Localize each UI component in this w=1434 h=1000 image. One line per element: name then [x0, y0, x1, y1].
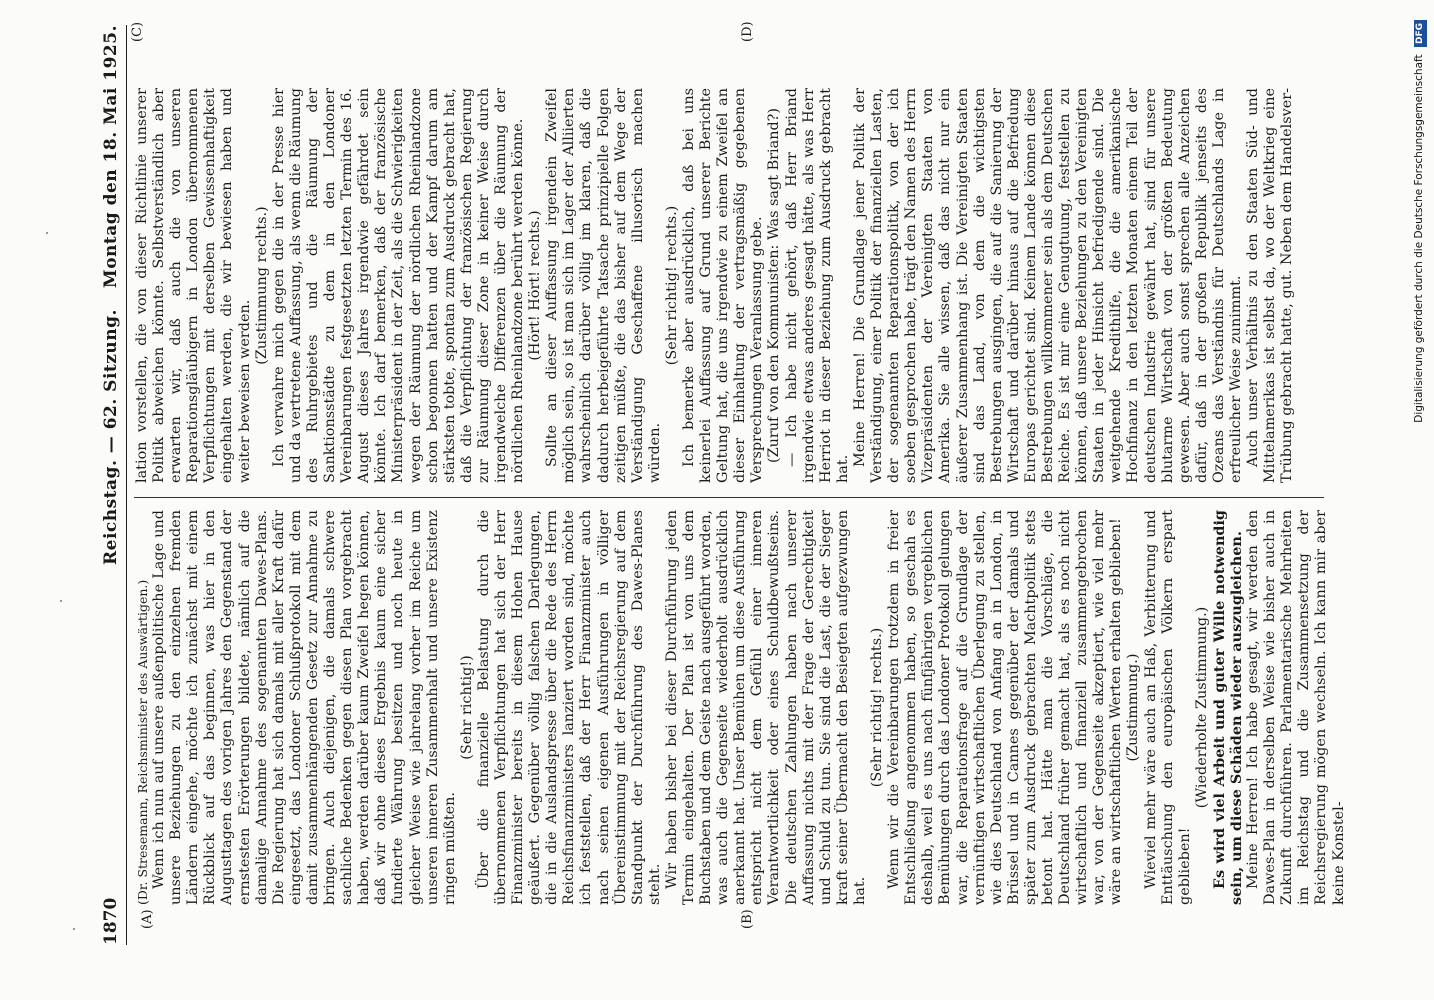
paragraph: lation vorstellen, die von dieser Richtlinie unserer Politik abweichen könnte. Selbstverständlich aber erwarten wir, daß auch die von unseren Reparationsgläubigern in London übernommenen Verpflichtungen mit derselben Gewissenhaftigkeit eingehalten werden, die wir bewiesen haben und weiter beweisen werden.: [134, 88, 253, 483]
margin-mark-b: (B): [740, 909, 755, 929]
paragraph: Ich bemerke aber ausdrücklich, daß bei uns keinerlei Auffassung auf Grund unserer Berichte Geltung hat, die uns irgendwie zu einem Zweifel an dieser Einhaltung der vertragsmäßig gegebenen Versprechungen Veranlassung gebe.: [681, 88, 766, 483]
paragraph: Wenn wir die Vereinbarungen trotzdem in freier Entschließung angenommen haben, so geschah es deshalb, weil es uns nach fünfjährigen vergeblichen Bemühungen durch das Londoner Protokoll gelungen war, die Reparationsfrage auf die Grundlage der vernünftigen wirtschaftlichen Überlegung zu stellen, wie dies Deutschland von Anfang an in London, in Brüssel und in Cannes gegenüber der damals und später zum Ausdruck gebrachten Machtpolitik stets betont hat. Hätte man die Vorschläge, die Deutschland früher gemacht hat, als es noch nicht wirtschaftlich und finanziell zusammengebrochen war, von der Gegenseite akzeptiert, wie viel mehr wäre an wirtschaftlichen Werten erhalten geblieben!: [886, 510, 1125, 905]
paragraph: Meine Herren! Ich habe gesagt, wir werden den Dawes-Plan in derselben Weise wie bisher auch in Zukunft durchführen. Parlamentarische Mehrheiten im Reichstag und die Zusammensetzung der Reichsregierung mögen wechseln. Ich kann mir aber keine Konstel-: [1245, 510, 1347, 905]
scan-speck: [46, 232, 48, 234]
interjection: (Wiederholte Zustimmung.): [1193, 606, 1210, 809]
session-date: Montag den 18. Mai 1925.: [101, 25, 121, 289]
paragraph: Über die finanzielle Belastung durch die übernommenen Verpflichtungen hat sich der Herr Finanzminister bereits in diesem Hohen Hause geäußert. Gegenüber völlig falschen Darlegungen, die in die Auslandspresse über die Rede des Herrn Reichsfinanzministers lanziert worden sind, möchte ich feststellen, daß der Herr Finanzminister auch nach seinen eigenen Ausführungen in völliger Übereinstimmung mit der Reichsregierung auf dem Standpunkt der Durchführung des Dawes-Planes steht.: [475, 510, 663, 905]
paragraph: Auch unser Verhältnis zu den Staaten Süd- und Mittelamerikas ist selbst da, wo der Weltkrieg eine Trübung gebracht hatte, gut. Neben dem Handelsver-: [1245, 88, 1296, 483]
scan-speck: [60, 600, 62, 602]
running-title: Reichstag. — 62. Sitzung.: [101, 309, 121, 565]
text-column-right: [134, 88, 1296, 483]
column-divider: [134, 497, 1324, 498]
interjection: (Sehr richtig! rechts.): [869, 627, 886, 788]
page-number: 1870: [101, 897, 121, 945]
paragraph: Wir haben bisher bei dieser Durchführung jeden Termin eingehalten. Der Plan ist von uns dem Buchstaben und dem Geiste nach ausgeführt worden, was auch die Gegenseite wiederholt ausdrücklich anerkannt hat. Unser Bemühen um diese Ausführung entspricht nicht dem Gefühl einer inneren Verantwortlichkeit oder eines Schuldbewußtseins. Die deutschen Zahlungen haben nach unserer Auffassung nichts mit der Frage der Gerechtigkeit und Schuld zu tun. Sie sind die Last, die der Sieger kraft seiner Übermacht den Besiegten aufgezwungen hat.: [663, 510, 868, 905]
paragraph: Wenn ich nun auf unsere außenpolitische Lage und unsere Beziehungen zu den einzelnen fremden Ländern eingehe, möchte ich zunächst mit einem Rückblick auf das beginnen, was hier in den Augusttagen des vorigen Jahres den Gegenstand der ernstesten Erörterungen bildete, nämlich auf die damalige Annahme des sogenannten Dawes-Plans. Die Regierung hat sich damals mit aller Kraft dafür eingesetzt, das Londoner Schlußprotokoll mit dem damit zusammenhängenden Gesetz zur Annahme zu bringen. Auch diejenigen, die damals schwere sachliche Bedenken gegen diesen Plan vorgebracht haben, werden darüber kaum Zweifel hegen können, daß wir ohne dieses Ergebnis kaum eine sicher fundierte Währung besitzen und noch heute in gleicher Weise wie jahrelang vorher im Reiche um unseren inneren Zusammenhalt und unsere Existenz ringen müßten.: [151, 510, 458, 905]
margin-mark-a: (A): [140, 909, 155, 929]
paragraph: Ich verwahre mich gegen die in der Presse hier und da vertretene Auffassung, als wenn die Räumung des Ruhrgebietes und die Räumung der Sanktionsstädte zu dem in den Londoner Vereinbarungen festgesetzten letzten Termin des 16. August dieses Jahres irgendwie gefährdet sein könnte. Ich darf bemerken, daß der französische Ministerpräsident in der Zeit, als die Schwierigkeiten wegen der Räumung der nördlichen Rheinlandzone schon begonnen hatten und der Kampf darum am stärksten tobte, spontan zum Ausdruck gebracht hat, daß die Verpflichtung der französischen Regierung zur Räumung dieser Zone in keiner Weise durch irgendwelche Differenzen über die Räumung der nördlichen Rheinlandzone berührt werden könne.: [270, 88, 527, 483]
page-header: [100, 25, 122, 945]
text-column-left: [134, 510, 1348, 905]
digitization-credit: [1408, 20, 1430, 1000]
interjection: (Zuruf von den Kommunisten: Was sagt Briand?): [766, 107, 783, 464]
paragraph: Meine Herren! Die Grundlage jener Politik der Verständigung, einer Politik der finanziellen Lasten, der sogenannten Reparationspolitik, von der ich soeben gesprochen habe, trägt den Namen des Herrn Vizepräsidenten der Vereinigten Staaten von Amerika. Sie alle wissen, daß das nicht nur ein äußerer Zusammenhang ist. Die Vereinigten Staaten sind das Land, von dem die wichtigsten Bestrebungen ausgingen, die auf die Sanierung der Wirtschaft und darüber hinaus auf die Befriedung Europas gerichtet sind. Keinem Lande können diese Bestrebungen willkommener sein als dem Deutschen Reiche. Es ist mir eine Genugtuung, feststellen zu können, daß unsere Beziehungen zu den Vereinigten Staaten in jeder Hinsicht befriedigende sind. Die weitgehende Kredithilfe, die die amerikanische Hochfinanz in den letzten Monaten einem Teil der deutschen Industrie gewährt hat, sind für unsere blutarme Wirtschaft von der größten Bedeutung gewesen. Aber auch sonst sprechen alle Anzeichen dafür, daß in der großen Republik jenseits des Ozeans das Verständnis für Deutschlands Lage in erfreulicher Weise zunimmt.: [851, 88, 1244, 483]
scan-speck: [73, 928, 75, 930]
interjection: (Sehr richtig!): [458, 655, 475, 760]
document-page: [100, 21, 1347, 945]
speaker-line: (Dr. Stresemann, Reichsminister des Auswärtigen.): [135, 579, 150, 905]
interjection: (Zustimmung.): [1125, 653, 1142, 762]
credit-text: Digitalisierung gefördert durch die Deutsche Forschungsgemeinschaft: [1413, 54, 1425, 423]
interjection: (Hört! Hört! rechts.): [527, 210, 544, 361]
margin-mark-c: (C): [130, 21, 145, 42]
interjection: (Sehr richtig! rechts.): [663, 205, 680, 366]
paragraph: — Ich habe nicht gehört, daß Herr Briand irgendwie etwas anderes gesagt hätte, als was Herr Herriot in dieser Beziehung zum Ausdruck gebracht hat.: [783, 88, 851, 483]
paragraph: Es wird viel Arbeit und guter Wille notwendig sein, um diese Schäden wieder auszugleichen.: [1210, 510, 1245, 905]
paragraph: Wieviel mehr wäre auch an Haß, Verbitterung und Enttäuschung den europäischen Völkern erspart geblieben!: [1142, 510, 1193, 905]
paragraph: Sollte an dieser Auffassung irgendein Zweifel möglich sein, so ist man sich im Lager der Alliierten wahrscheinlich darüber völlig im klaren, daß die dadurch herbeigeführte Tatsache prinzipielle Folgen zeitigen müßte, die das bisher auf dem Wege der Verständigung Geschaffene illusorisch machen würden.: [544, 88, 663, 483]
interjection: (Zustimmung rechts.): [253, 206, 270, 365]
header-rule: [126, 25, 127, 945]
margin-mark-d: (D): [740, 21, 755, 42]
dfg-logo: DFG: [1414, 20, 1427, 47]
